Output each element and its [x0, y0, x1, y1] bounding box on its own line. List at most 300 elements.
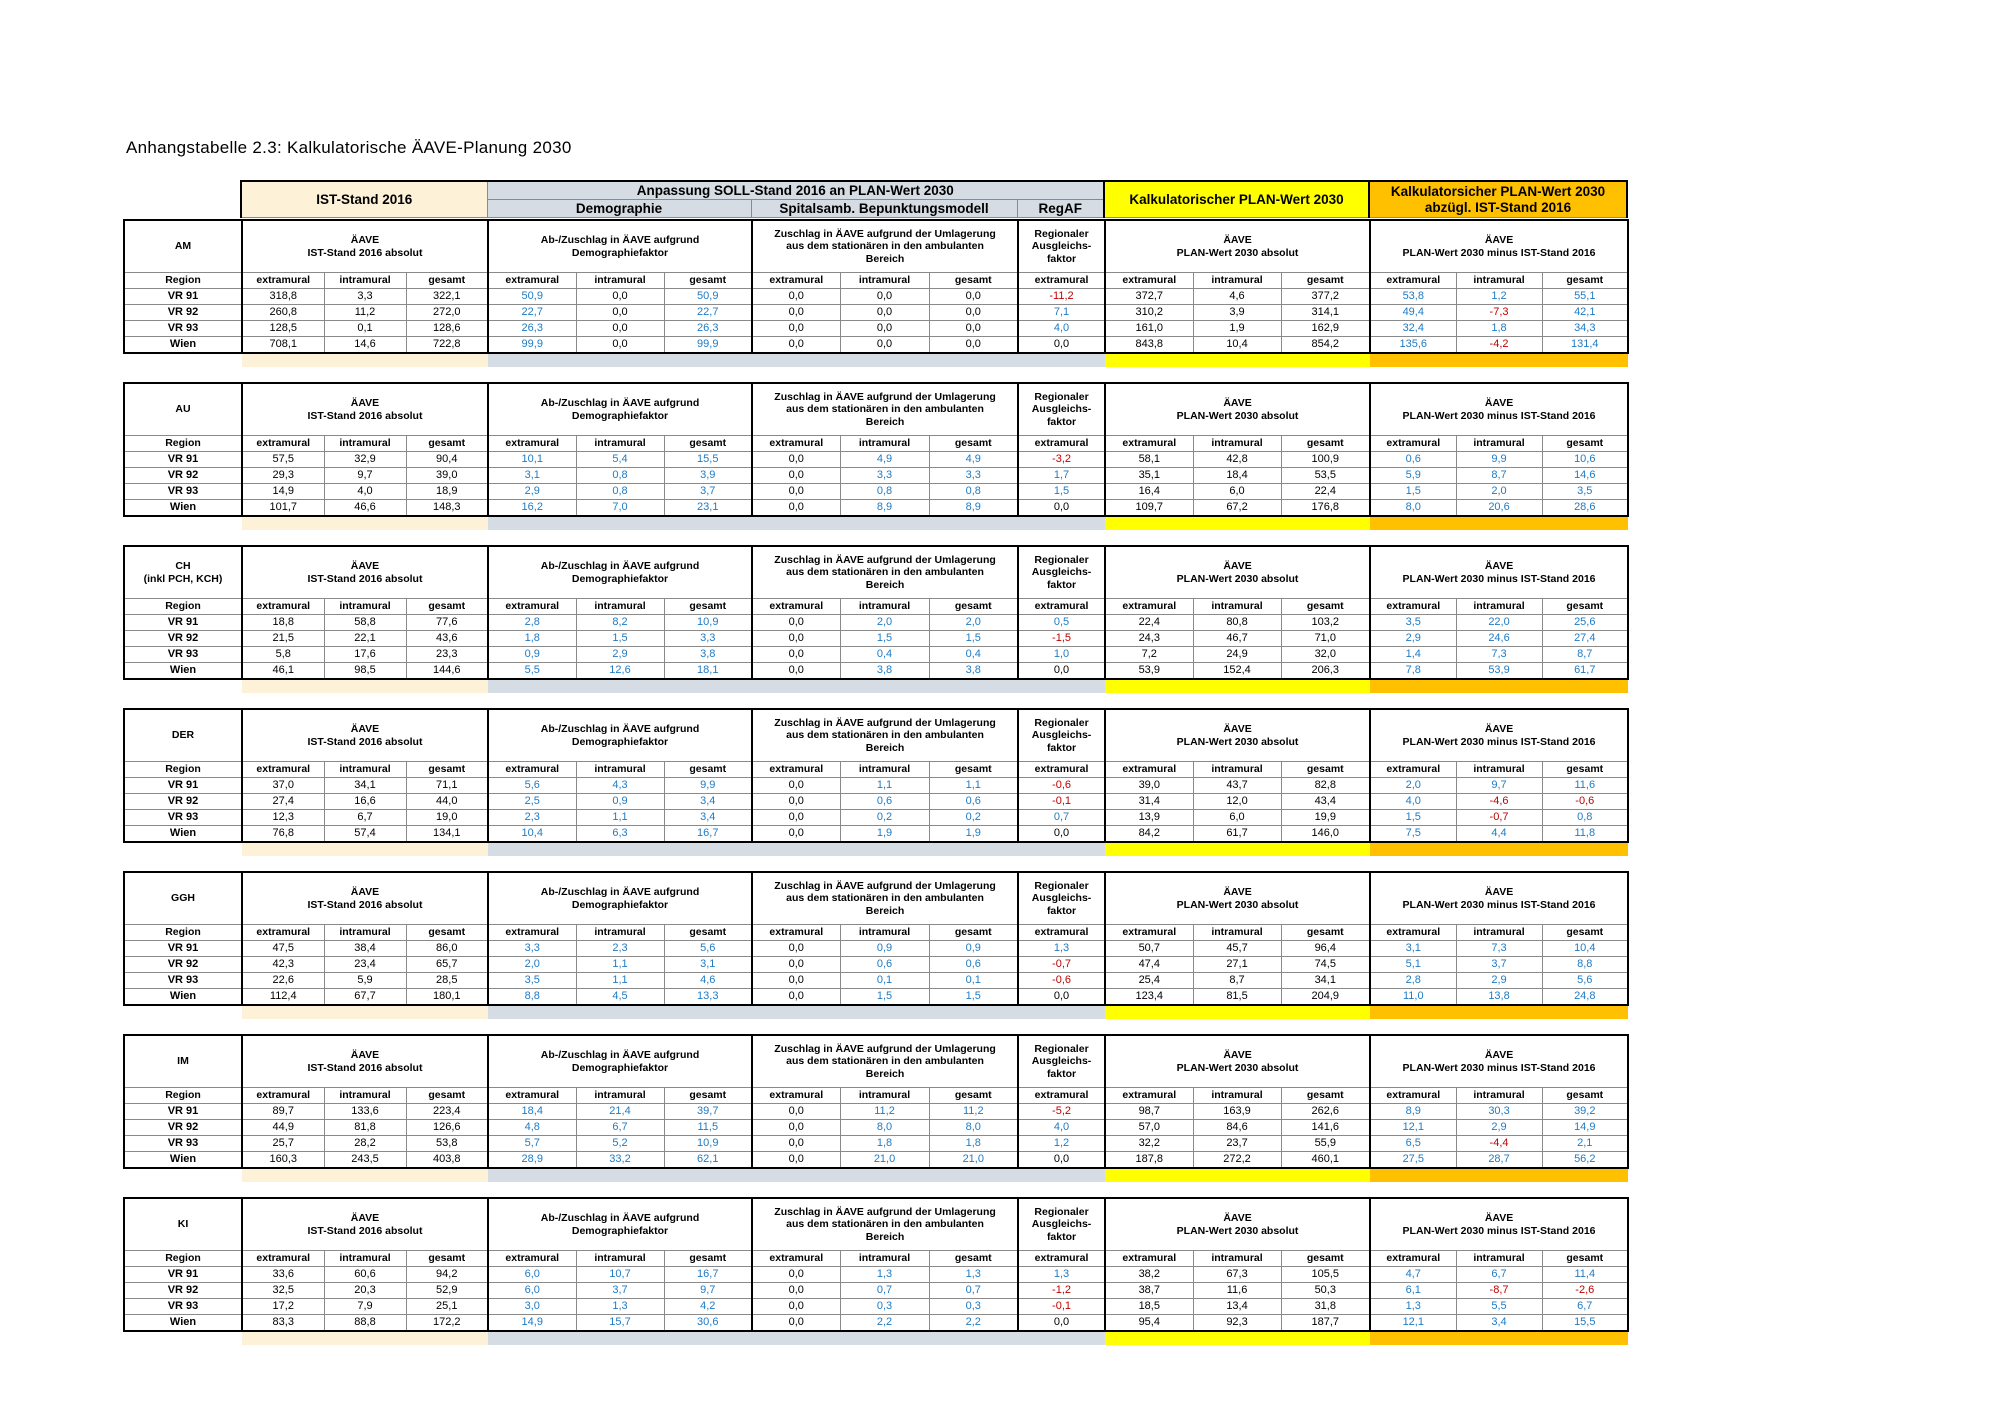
col-header-extramural [752, 925, 840, 941]
value-cell: 43,7 [1193, 778, 1281, 794]
value-cell: 34,3 [1542, 321, 1628, 337]
value-cell: 3,8 [664, 647, 752, 663]
ist-band [242, 516, 488, 530]
aave-label: ÄAVE [1223, 1212, 1252, 1225]
value-cell: 32,9 [324, 452, 406, 468]
value-cell: 135,6 [1370, 337, 1456, 354]
plan-band [1105, 1005, 1370, 1019]
reg-label-2: Ausgleichs- [1031, 240, 1092, 253]
extramural-label: extramural [256, 437, 311, 450]
value-cell: 6,7 [324, 810, 406, 826]
value-cell: 10,9 [664, 1136, 752, 1152]
value-cell: 318,8 [242, 289, 324, 305]
value-cell: 18,4 [1193, 468, 1281, 484]
value-cell: 10,4 [1542, 941, 1628, 957]
gesamt-label: gesamt [428, 926, 466, 939]
value-cell: 3,5 [1370, 615, 1456, 631]
region-name: Wien [124, 500, 242, 517]
value-cell: 43,6 [406, 631, 488, 647]
value-cell: 11,2 [929, 1104, 1018, 1120]
extramural-label: extramural [769, 763, 824, 776]
value-cell: 2,0 [840, 615, 929, 631]
umlag-label-2: aus dem stationären in den ambulanten [786, 403, 984, 416]
value-cell: 112,4 [242, 989, 324, 1006]
section-name [124, 872, 242, 925]
value-cell: 260,8 [242, 305, 324, 321]
intramural-label: intramural [858, 274, 911, 287]
col-header-gesamt [664, 1088, 752, 1104]
region-label: Region [165, 926, 201, 939]
col-header-gesamt [406, 273, 488, 289]
demo-label-1: Ab-/Zuschlag in ÄAVE aufgrund [540, 723, 700, 736]
col-header-gesamt [1281, 925, 1370, 941]
value-cell: -4,4 [1456, 1136, 1542, 1152]
value-cell: 103,2 [1281, 615, 1370, 631]
gesamt-label: gesamt [954, 274, 992, 287]
band-spacer [124, 679, 242, 693]
value-cell: 0,0 [752, 1136, 840, 1152]
value-cell: 3,4 [664, 794, 752, 810]
gesamt-label: gesamt [1306, 926, 1344, 939]
value-cell: 131,4 [1542, 337, 1628, 354]
value-cell: 10,4 [1193, 337, 1281, 354]
aave-label: ÄAVE [1223, 560, 1252, 573]
col-header-extramural [1370, 925, 1456, 941]
aave-label: ÄAVE [1223, 1049, 1252, 1062]
value-cell: 53,9 [1456, 663, 1542, 680]
plan-band [1105, 1331, 1370, 1345]
demo-block-header [488, 872, 752, 925]
col-header-gesamt [929, 436, 1018, 452]
value-cell: 25,4 [1105, 973, 1193, 989]
value-cell: 0,0 [840, 337, 929, 354]
value-cell: 2,5 [488, 794, 576, 810]
soll-band [488, 516, 1105, 530]
diff-block-header [1370, 709, 1628, 762]
col-header-intramural [1193, 1251, 1281, 1267]
value-cell: 52,9 [406, 1283, 488, 1299]
section-table-ggh [123, 871, 1629, 1019]
value-cell: 0,6 [840, 957, 929, 973]
value-cell: 53,5 [1281, 468, 1370, 484]
value-cell: 3,9 [1193, 305, 1281, 321]
extramural-label: extramural [1034, 437, 1089, 450]
value-cell: 57,0 [1105, 1120, 1193, 1136]
value-cell: 9,7 [324, 468, 406, 484]
value-cell: 0,0 [929, 321, 1018, 337]
value-cell: -0,1 [1018, 1299, 1105, 1315]
value-cell: 27,4 [1542, 631, 1628, 647]
col-header-intramural [324, 1088, 406, 1104]
value-cell: 0,0 [752, 1315, 840, 1332]
value-cell: 39,0 [1105, 778, 1193, 794]
value-cell: 0,4 [929, 647, 1018, 663]
value-cell: 2,2 [929, 1315, 1018, 1332]
value-cell: 0,0 [576, 337, 664, 354]
gesamt-label: gesamt [1306, 600, 1344, 613]
regaf-block-header [1018, 1198, 1105, 1251]
umlag-label-3: Bereich [865, 741, 905, 754]
col-header-extramural [242, 762, 324, 778]
col-header-extramural [1370, 1251, 1456, 1267]
col-header-intramural [324, 925, 406, 941]
intramural-label: intramural [1211, 926, 1263, 939]
gesamt-label: gesamt [954, 1252, 992, 1265]
value-cell: 23,7 [1193, 1136, 1281, 1152]
value-cell: 460,1 [1281, 1152, 1370, 1169]
value-cell: 0,0 [752, 1299, 840, 1315]
header-kalk-plan: Kalkulatorischer PLAN-Wert 2030 [1104, 181, 1369, 218]
value-cell: 1,8 [488, 631, 576, 647]
col-header-extramural [1105, 762, 1193, 778]
gesamt-label: gesamt [428, 274, 466, 287]
plan-minus-label: PLAN-Wert 2030 minus IST-Stand 2016 [1402, 572, 1596, 585]
table-row [124, 1120, 1628, 1136]
value-cell: 16,2 [488, 500, 576, 517]
value-cell: 0,6 [1370, 452, 1456, 468]
reg-label-3: faktor [1046, 1230, 1077, 1243]
col-header-gesamt [1281, 762, 1370, 778]
col-header-gesamt [664, 1251, 752, 1267]
extramural-label: extramural [1122, 600, 1177, 613]
value-cell: 8,9 [840, 500, 929, 517]
umlag-label-3: Bereich [865, 1230, 905, 1243]
umlag-block-header [752, 546, 1018, 599]
gesamt-label: gesamt [954, 437, 992, 450]
region-header [124, 599, 242, 615]
col-header-gesamt [1542, 1251, 1628, 1267]
gesamt-label: gesamt [689, 1252, 727, 1265]
extramural-label: extramural [256, 926, 311, 939]
main-header [123, 180, 1628, 218]
gesamt-label: gesamt [954, 926, 992, 939]
ist-block-header [242, 872, 488, 925]
demo-block-header [488, 1035, 752, 1088]
value-cell: 1,2 [1456, 289, 1542, 305]
value-cell: 6,7 [1456, 1267, 1542, 1283]
soll-band [488, 679, 1105, 693]
col-header-gesamt [1542, 273, 1628, 289]
table-row [124, 1136, 1628, 1152]
value-cell: -4,6 [1456, 794, 1542, 810]
band-spacer [124, 1331, 242, 1345]
value-cell: 58,8 [324, 615, 406, 631]
region-name: VR 91 [124, 615, 242, 631]
plan-block-header [1105, 383, 1370, 436]
section-name [124, 1035, 242, 1088]
value-cell: -4,2 [1456, 337, 1542, 354]
col-header-gesamt [929, 762, 1018, 778]
value-cell: 2,8 [1370, 973, 1456, 989]
value-cell: 71,1 [406, 778, 488, 794]
ist-block-header [242, 1198, 488, 1251]
extramural-label: extramural [1034, 763, 1089, 776]
value-cell: 60,6 [324, 1267, 406, 1283]
value-cell: 21,0 [929, 1152, 1018, 1169]
value-cell: 12,1 [1370, 1315, 1456, 1332]
value-cell: 0,5 [1018, 615, 1105, 631]
reg-label-3: faktor [1046, 904, 1077, 917]
value-cell: 32,0 [1281, 647, 1370, 663]
col-header-extramural [242, 436, 324, 452]
value-cell: 0,0 [1018, 663, 1105, 680]
section-name-label: CH [175, 560, 191, 573]
value-cell: 722,8 [406, 337, 488, 354]
region-name: VR 93 [124, 810, 242, 826]
plan-minus-label: PLAN-Wert 2030 minus IST-Stand 2016 [1402, 735, 1596, 748]
value-cell: 18,4 [488, 1104, 576, 1120]
umlag-label-3: Bereich [865, 415, 905, 428]
value-cell: 14,9 [1542, 1120, 1628, 1136]
value-cell: 50,7 [1105, 941, 1193, 957]
umlag-label-1: Zuschlag in ÄAVE aufgrund der Umlagerung [774, 717, 996, 730]
value-cell: 0,6 [840, 794, 929, 810]
value-cell: 310,2 [1105, 305, 1193, 321]
value-cell: 5,9 [324, 973, 406, 989]
value-cell: 29,3 [242, 468, 324, 484]
band-spacer [124, 842, 242, 856]
value-cell: 47,5 [242, 941, 324, 957]
value-cell: 12,1 [1370, 1120, 1456, 1136]
value-cell: 8,7 [1456, 468, 1542, 484]
value-cell: 133,6 [324, 1104, 406, 1120]
reg-label-1: Regionaler [1034, 554, 1089, 567]
col-header-extramural [752, 273, 840, 289]
value-cell: 11,4 [1542, 1267, 1628, 1283]
col-header-extramural [488, 762, 576, 778]
value-cell: 21,5 [242, 631, 324, 647]
value-cell: 1,1 [840, 778, 929, 794]
value-cell: 8,2 [576, 615, 664, 631]
value-cell: 2,0 [488, 957, 576, 973]
value-cell: 22,6 [242, 973, 324, 989]
value-cell: 7,5 [1370, 826, 1456, 843]
reg-label-3: faktor [1046, 415, 1077, 428]
value-cell: 0,0 [752, 826, 840, 843]
value-cell: 0,0 [752, 1283, 840, 1299]
value-cell: 0,6 [929, 957, 1018, 973]
plan-abs-label: PLAN-Wert 2030 absolut [1176, 735, 1299, 748]
section-table-ki [123, 1197, 1629, 1345]
col-header-gesamt [664, 925, 752, 941]
value-cell: 128,5 [242, 321, 324, 337]
section-name-label: AU [175, 403, 191, 416]
intramural-label: intramural [1211, 437, 1263, 450]
region-name: VR 93 [124, 321, 242, 337]
value-cell: 101,7 [242, 500, 324, 517]
region-name: VR 92 [124, 957, 242, 973]
value-cell: 98,7 [1105, 1104, 1193, 1120]
col-header-gesamt [1542, 1088, 1628, 1104]
table-row [124, 989, 1628, 1006]
value-cell: 5,7 [488, 1136, 576, 1152]
col-header-extramural [752, 599, 840, 615]
regaf-block-header [1018, 709, 1105, 762]
col-header-gesamt [406, 925, 488, 941]
value-cell: 86,0 [406, 941, 488, 957]
plan-minus-label: PLAN-Wert 2030 minus IST-Stand 2016 [1402, 1061, 1596, 1074]
table-row [124, 337, 1628, 354]
value-cell: 61,7 [1193, 826, 1281, 843]
value-cell: 5,9 [1370, 468, 1456, 484]
value-cell: 1,1 [576, 957, 664, 973]
col-header-intramural [840, 925, 929, 941]
col-header-intramural [324, 1251, 406, 1267]
section-table-ch [123, 545, 1629, 693]
value-cell: 25,7 [242, 1136, 324, 1152]
diff-band [1370, 516, 1628, 530]
header-kalk-diff-line1: Kalkulatorsicher PLAN-Wert 2030 [1390, 183, 1606, 199]
col-header-extramural [752, 436, 840, 452]
gesamt-label: gesamt [689, 926, 727, 939]
umlag-label-2: aus dem stationären in den ambulanten [786, 1218, 984, 1231]
value-cell: 162,9 [1281, 321, 1370, 337]
extramural-label: extramural [505, 926, 560, 939]
value-cell: 95,4 [1105, 1315, 1193, 1332]
value-cell: 81,8 [324, 1120, 406, 1136]
gesamt-label: gesamt [1306, 1252, 1344, 1265]
umlag-block-header [752, 872, 1018, 925]
gesamt-label: gesamt [689, 274, 727, 287]
col-header-extramural [1105, 436, 1193, 452]
value-cell: 46,1 [242, 663, 324, 680]
value-cell: 20,6 [1456, 500, 1542, 517]
col-header-extramural [1105, 1088, 1193, 1104]
ist-abs-label: IST-Stand 2016 absolut [307, 735, 423, 748]
region-name: VR 91 [124, 941, 242, 957]
value-cell: 3,7 [576, 1283, 664, 1299]
aave-label: ÄAVE [1484, 723, 1514, 736]
value-cell: 708,1 [242, 337, 324, 354]
demo-label-2: Demographiefaktor [571, 572, 669, 585]
value-cell: -7,3 [1456, 305, 1542, 321]
value-cell: 28,5 [406, 973, 488, 989]
value-cell: 1,1 [576, 810, 664, 826]
value-cell: 0,0 [752, 957, 840, 973]
ist-block-header [242, 220, 488, 273]
value-cell: 0,0 [1018, 1315, 1105, 1332]
region-label: Region [165, 1089, 201, 1102]
value-cell: 53,8 [406, 1136, 488, 1152]
intramural-label: intramural [594, 437, 646, 450]
value-cell: 3,0 [488, 1299, 576, 1315]
value-cell: 15,5 [1542, 1315, 1628, 1332]
extramural-label: extramural [1122, 926, 1177, 939]
value-cell: 3,1 [664, 957, 752, 973]
value-cell: -3,2 [1018, 452, 1105, 468]
gesamt-label: gesamt [1566, 600, 1604, 613]
value-cell: 53,9 [1105, 663, 1193, 680]
region-name: VR 91 [124, 289, 242, 305]
table-row [124, 1299, 1628, 1315]
value-cell: 42,3 [242, 957, 324, 973]
col-header-extramural [1370, 762, 1456, 778]
value-cell: 0,0 [752, 484, 840, 500]
value-cell: 76,8 [242, 826, 324, 843]
value-cell: 5,6 [664, 941, 752, 957]
gesamt-label: gesamt [1306, 763, 1344, 776]
reg-label-3: faktor [1046, 252, 1077, 265]
value-cell: 61,7 [1542, 663, 1628, 680]
col-header-gesamt [664, 762, 752, 778]
value-cell: 21,4 [576, 1104, 664, 1120]
value-cell: 16,6 [324, 794, 406, 810]
value-cell: 372,7 [1105, 289, 1193, 305]
value-cell: 8,9 [929, 500, 1018, 517]
value-cell: 50,3 [1281, 1283, 1370, 1299]
intramural-label: intramural [594, 1252, 646, 1265]
value-cell: -0,1 [1018, 794, 1105, 810]
value-cell: 144,6 [406, 663, 488, 680]
value-cell: 5,6 [1542, 973, 1628, 989]
extramural-label: extramural [256, 763, 311, 776]
header-spitalsamb: Spitalsamb. Bepunktungsmodell [751, 200, 1017, 218]
section-name [124, 546, 242, 599]
value-cell: 96,4 [1281, 941, 1370, 957]
table-row [124, 468, 1628, 484]
demo-label-1: Ab-/Zuschlag in ÄAVE aufgrund [540, 397, 700, 410]
value-cell: 11,5 [664, 1120, 752, 1136]
table-row [124, 1267, 1628, 1283]
diff-band [1370, 1331, 1628, 1345]
value-cell: -1,2 [1018, 1283, 1105, 1299]
value-cell: 11,0 [1370, 989, 1456, 1006]
value-cell: 19,9 [1281, 810, 1370, 826]
region-name: Wien [124, 1315, 242, 1332]
ist-abs-label: IST-Stand 2016 absolut [307, 1061, 423, 1074]
intramural-label: intramural [1473, 1089, 1525, 1102]
intramural-label: intramural [339, 1089, 391, 1102]
value-cell: 2,9 [488, 484, 576, 500]
umlag-label-2: aus dem stationären in den ambulanten [786, 1055, 984, 1068]
aave-label: ÄAVE [350, 886, 380, 899]
col-header-intramural [1456, 599, 1542, 615]
value-cell: -1,5 [1018, 631, 1105, 647]
ist-abs-label: IST-Stand 2016 absolut [307, 898, 423, 911]
aave-label: ÄAVE [350, 723, 380, 736]
value-cell: 13,4 [1193, 1299, 1281, 1315]
table-row [124, 305, 1628, 321]
gesamt-label: gesamt [689, 763, 727, 776]
value-cell: 4,0 [1018, 321, 1105, 337]
col-header-intramural [1456, 1251, 1542, 1267]
gesamt-label: gesamt [428, 1089, 466, 1102]
section-name [124, 220, 242, 273]
value-cell: 4,0 [1370, 794, 1456, 810]
value-cell: 6,1 [1370, 1283, 1456, 1299]
intramural-label: intramural [594, 763, 646, 776]
value-cell: 58,1 [1105, 452, 1193, 468]
region-label: Region [165, 437, 201, 450]
gesamt-label: gesamt [428, 600, 466, 613]
reg-label-1: Regionaler [1034, 1206, 1089, 1219]
value-cell: 47,4 [1105, 957, 1193, 973]
demo-label-1: Ab-/Zuschlag in ÄAVE aufgrund [540, 1212, 700, 1225]
reg-label-1: Regionaler [1034, 1043, 1089, 1056]
intramural-label: intramural [339, 437, 391, 450]
col-header-extramural [1370, 436, 1456, 452]
value-cell: 4,7 [1370, 1267, 1456, 1283]
gesamt-label: gesamt [1566, 763, 1604, 776]
value-cell: 0,9 [840, 941, 929, 957]
intramural-label: intramural [594, 926, 646, 939]
value-cell: 1,3 [1018, 941, 1105, 957]
sections-container [123, 219, 1627, 1360]
table-row [124, 1283, 1628, 1299]
aave-label: ÄAVE [1223, 397, 1252, 410]
value-cell: 4,3 [576, 778, 664, 794]
value-cell: 34,1 [1281, 973, 1370, 989]
